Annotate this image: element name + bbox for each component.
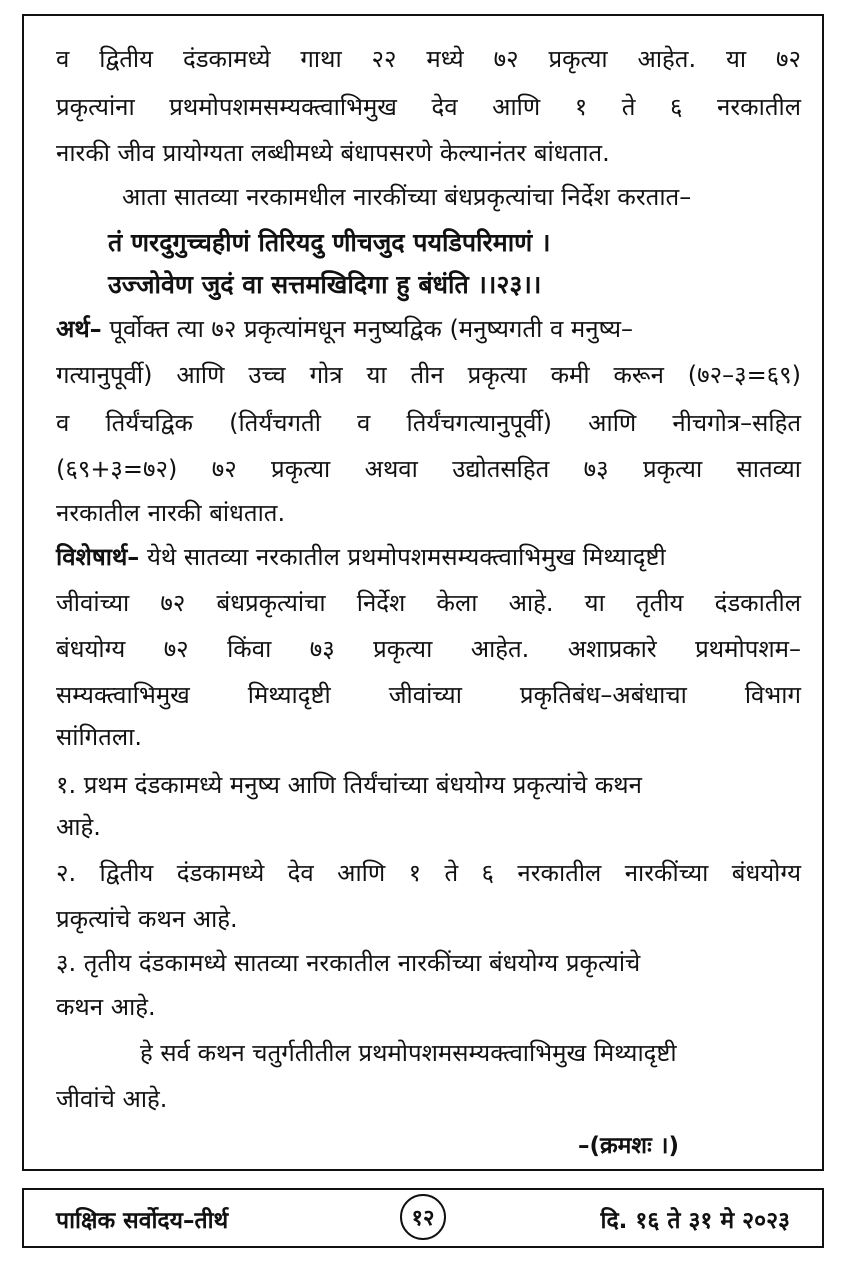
list-item-3-cont: कथन आहे. xyxy=(56,993,156,1021)
body-line-16: सांगितला. xyxy=(56,723,142,751)
body-line-10: (६९+३=७२) ७२ प्रकृत्या अथवा उद्योतसहित ७३ प्रकृत्या सातव्या xyxy=(56,455,801,483)
list-item-1-cont: आहे. xyxy=(56,813,101,841)
visheshartha-label: विशेषार्थ– xyxy=(56,543,140,571)
continued-note: –(क्रमशः ।) xyxy=(578,1133,679,1159)
body-line-2: प्रकृत्यांना प्रथमोपशमसम्यक्त्वाभिमुख देव आणि १ ते ६ नरकातील xyxy=(56,93,801,121)
page-number: १२ xyxy=(400,1194,446,1240)
body-line-4: आता सातव्या नरकामधील नारकींच्या बंधप्रकृत्यांचा निर्देश करतात– xyxy=(122,183,692,211)
visheshartha-text: येथे सातव्या नरकातील प्रथमोपशमसम्यक्त्वाभिमुख मिथ्यादृष्टी xyxy=(146,543,666,571)
body-line-9: व तिर्यंचद्विक (तिर्यंचगती व तिर्यंचगत्यानुपूर्वी) आणि नीचगोत्र–सहित xyxy=(56,409,801,437)
footer-bar xyxy=(22,1188,824,1248)
body-line-23: हे सर्व कथन चतुर्गतीतील प्रथमोपशमसम्यक्त्वाभिमुख मिथ्यादृष्टी xyxy=(140,1039,677,1067)
list-item-3: ३. तृतीय दंडकामध्ये सातव्या नरकातील नारकींच्या बंधयोग्य प्रकृत्यांचे xyxy=(56,949,641,977)
body-line-15: सम्यक्त्वाभिमुख मिथ्यादृष्टी जीवांच्या प्रकृतिबंध–अबंधाचा विभाग xyxy=(56,681,801,709)
list-item-2: २. द्वितीय दंडकामध्ये देव आणि १ ते ६ नरकातील नारकींच्या बंधयोग्य xyxy=(56,859,801,887)
body-line-3: नारकी जीव प्रायोग्यता लब्धीमध्ये बंधापसरणे केल्यानंतर बांधतात. xyxy=(56,139,610,167)
body-line-11: नरकातील नारकी बांधतात. xyxy=(56,499,286,527)
issue-date: दि. १६ ते ३१ मे २०२३ xyxy=(600,1208,790,1234)
list-item-2-cont: प्रकृत्यांचे कथन आहे. xyxy=(56,905,238,933)
body-line-8: गत्यानुपूर्वी) आणि उच्च गोत्र या तीन प्रकृत्या कमी करून (७२–३=६९) xyxy=(56,361,801,389)
artha-text: पूर्वोक्त त्या ७२ प्रकृत्यांमधून मनुष्यद्विक (मनुष्यगती व मनुष्य– xyxy=(109,315,634,343)
list-item-1: १. प्रथम दंडकामध्ये मनुष्य आणि तिर्यंचांच्या बंधयोग्य प्रकृत्यांचे कथन xyxy=(56,771,642,799)
body-line-13: जीवांच्या ७२ बंधप्रकृत्यांचा निर्देश केला आहे. या तृतीय दंडकातील xyxy=(56,589,801,617)
verse-line-1: तं णरदुगुच्चहीणं तिरियदु णीचजुद पयडिपरिमाणं । xyxy=(108,228,551,257)
verse-line-2: उज्जोवेण जुदं वा सत्तमखिदिगा हु बंधंति ।।२३।। xyxy=(108,270,542,299)
artha-line-1 xyxy=(56,312,801,345)
artha-label: अर्थ– xyxy=(56,315,102,343)
body-line-1: व द्वितीय दंडकामध्ये गाथा २२ मध्ये ७२ प्रकृत्या आहेत. या ७२ xyxy=(56,45,801,73)
body-line-14: बंधयोग्य ७२ किंवा ७३ प्रकृत्या आहेत. अशाप्रकारे प्रथमोपशम– xyxy=(56,635,801,663)
publication-name: पाक्षिक सर्वोदय–तीर्थ xyxy=(56,1208,229,1234)
visheshartha-line-1 xyxy=(56,540,801,573)
body-line-24: जीवांचे आहे. xyxy=(56,1085,168,1113)
